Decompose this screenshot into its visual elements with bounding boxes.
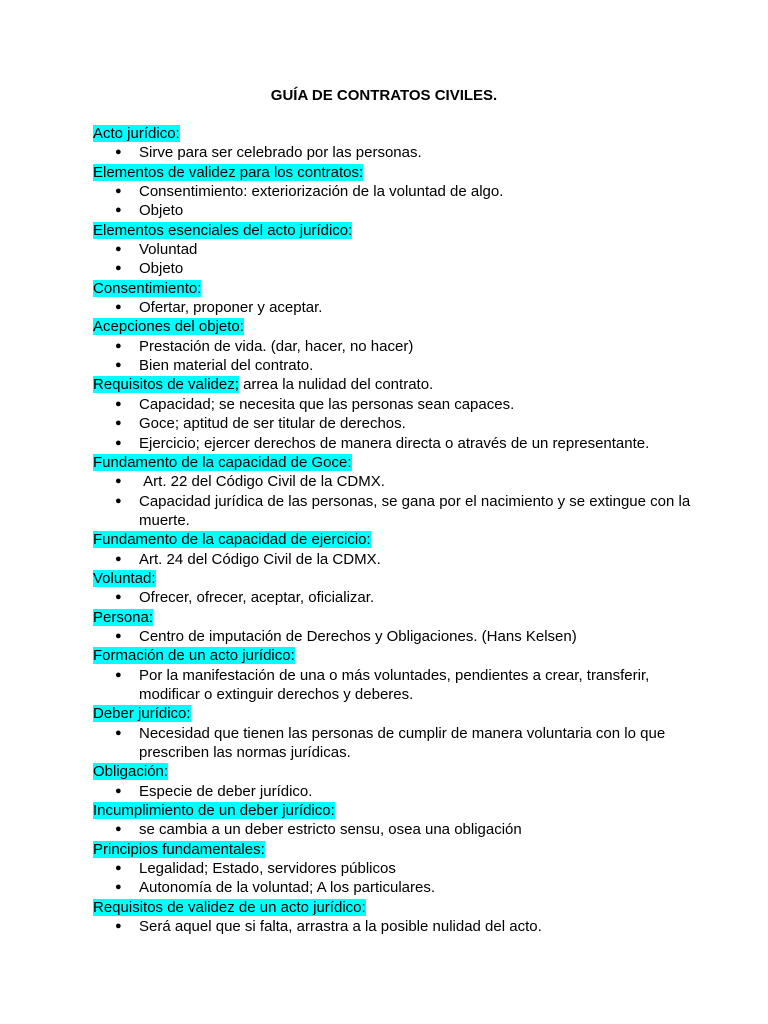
bullet-icon: ● xyxy=(115,185,122,198)
section-heading-line xyxy=(93,569,693,588)
list-item xyxy=(93,550,693,569)
bullet-list xyxy=(93,298,693,317)
section-heading-line xyxy=(93,453,693,472)
section-heading-line xyxy=(93,124,693,143)
bullet-icon: ● xyxy=(115,920,122,933)
section xyxy=(93,898,693,937)
section xyxy=(93,530,693,569)
section xyxy=(93,375,693,452)
list-item-text: Art. 22 del Código Civil de la CDMX. xyxy=(139,473,385,491)
bullet-icon: ● xyxy=(115,397,122,410)
bullet-list xyxy=(93,917,693,936)
bullet-icon: ● xyxy=(115,339,122,352)
section-heading: Voluntad: xyxy=(93,569,156,587)
bullet-list xyxy=(93,240,693,279)
section-heading-line xyxy=(93,704,693,723)
section-heading-line xyxy=(93,898,693,917)
list-item xyxy=(93,356,693,375)
list-item-text: Bien material del contrato. xyxy=(139,357,314,375)
section xyxy=(93,704,693,762)
section-heading-line xyxy=(93,375,693,394)
bullet-list xyxy=(93,337,693,376)
bullet-list xyxy=(93,820,693,839)
section xyxy=(93,569,693,608)
list-item xyxy=(93,859,693,878)
bullet-icon: ● xyxy=(115,301,122,314)
bullet-icon: ● xyxy=(115,591,122,604)
list-item xyxy=(93,917,693,936)
list-item xyxy=(93,782,693,801)
bullet-icon: ● xyxy=(115,204,122,217)
section-heading: Requisitos de validez; xyxy=(93,376,239,394)
section-heading-line xyxy=(93,530,693,549)
section-heading-line xyxy=(93,221,693,240)
bullet-icon: ● xyxy=(115,417,122,430)
bullet-icon: ● xyxy=(115,359,122,372)
bullet-icon: ● xyxy=(115,629,122,642)
section xyxy=(93,840,693,898)
section xyxy=(93,801,693,840)
section xyxy=(93,163,693,221)
section-heading: Requisitos de validez de un acto jurídico: xyxy=(93,898,366,916)
list-item xyxy=(93,298,693,317)
list-item xyxy=(93,820,693,839)
list-item xyxy=(93,627,693,646)
section-heading: Deber jurídico: xyxy=(93,705,191,723)
list-item xyxy=(93,724,693,763)
section-heading: Fundamento de la capacidad de Goce: xyxy=(93,453,352,471)
list-item xyxy=(93,588,693,607)
list-item-text: Necesidad que tienen las personas de cumplir de manera voluntaria con lo que prescriben las normas jurídicas. xyxy=(139,724,670,761)
list-item xyxy=(93,259,693,278)
section-heading: Formación de un acto jurídico: xyxy=(93,647,295,665)
bullet-list xyxy=(93,724,693,763)
list-item xyxy=(93,143,693,162)
list-item-text: Legalidad; Estado, servidores públicos xyxy=(139,860,396,878)
list-item-text: Ofrecer, ofrecer, aceptar, oficializar. xyxy=(139,589,375,607)
document-body xyxy=(93,124,693,936)
list-item-text: Por la manifestación de una o más voluntades, pendientes a crear, transferir, modificar o extinguir derechos y deberes. xyxy=(139,666,654,703)
section-heading: Principios fundamentales: xyxy=(93,840,265,858)
section-heading-line xyxy=(93,608,693,627)
bullet-icon: ● xyxy=(115,881,122,894)
section-heading-line xyxy=(93,762,693,781)
list-item xyxy=(93,240,693,259)
section-heading: Elementos esenciales del acto jurídico: xyxy=(93,221,353,239)
list-item xyxy=(93,395,693,414)
bullet-icon: ● xyxy=(115,436,122,449)
section-heading-line xyxy=(93,840,693,859)
bullet-icon: ● xyxy=(115,784,122,797)
bullet-icon: ● xyxy=(115,475,122,488)
list-item-text: Capacidad jurídica de las personas, se gana por el nacimiento y se extingue con la muerte. xyxy=(139,492,695,529)
list-item-text: Voluntad xyxy=(139,241,198,259)
section-heading: Acto jurídico: xyxy=(93,125,180,142)
section-heading: Elementos de validez para los contratos: xyxy=(93,163,364,181)
list-item xyxy=(93,666,693,705)
list-item xyxy=(93,434,693,453)
bullet-icon: ● xyxy=(115,668,122,681)
section xyxy=(93,279,693,318)
bullet-icon: ● xyxy=(115,862,122,875)
section-heading: Acepciones del objeto: xyxy=(93,318,244,336)
list-item xyxy=(93,337,693,356)
bullet-list xyxy=(93,182,693,221)
bullet-list xyxy=(93,395,693,453)
list-item xyxy=(93,492,693,531)
list-item-text: Objeto xyxy=(139,202,184,220)
bullet-icon: ● xyxy=(115,243,122,256)
section-heading-line xyxy=(93,317,693,336)
bullet-icon: ● xyxy=(115,146,122,159)
bullet-list xyxy=(93,782,693,801)
list-item xyxy=(93,182,693,201)
section xyxy=(93,608,693,647)
bullet-list xyxy=(93,859,693,898)
section-heading: Consentimiento: xyxy=(93,279,202,297)
list-item-text: Especie de deber jurídico. xyxy=(139,782,313,800)
section-heading: Incumplimiento de un deber jurídico: xyxy=(93,802,335,820)
section-heading-line xyxy=(93,646,693,665)
section-heading-tail: arrea la nulidad del contrato. xyxy=(238,376,434,394)
bullet-icon: ● xyxy=(115,552,122,565)
list-item-text: Será aquel que si falta, arrastra a la posible nulidad del acto. xyxy=(139,918,542,936)
bullet-icon: ● xyxy=(115,823,122,836)
section xyxy=(93,453,693,530)
section xyxy=(93,124,693,163)
list-item-text: se cambia a un deber estricto sensu, osea una obligación xyxy=(139,821,522,839)
section-heading-line xyxy=(93,279,693,298)
bullet-list xyxy=(93,550,693,569)
bullet-list xyxy=(93,472,693,530)
list-item-text: Objeto xyxy=(139,260,184,278)
section-heading: Obligación: xyxy=(93,763,169,781)
section-heading-line xyxy=(93,801,693,820)
list-item-text: Autonomía de la voluntad; A los particulares. xyxy=(139,879,436,897)
list-item-text: Prestación de vida. (dar, hacer, no hacer) xyxy=(139,337,414,355)
list-item-text: Consentimiento: exteriorización de la voluntad de algo. xyxy=(139,183,504,201)
section xyxy=(93,646,693,704)
document-title: GUÍA DE CONTRATOS CIVILES. xyxy=(270,87,498,104)
list-item xyxy=(93,472,693,491)
section-heading: Fundamento de la capacidad de ejercicio: xyxy=(93,531,371,549)
list-item-text: Ejercicio; ejercer derechos de manera directa o através de un representante. xyxy=(139,434,650,452)
section xyxy=(93,221,693,279)
section-heading: Persona: xyxy=(93,608,154,626)
bullet-icon: ● xyxy=(115,494,122,507)
list-item-text: Sirve para ser celebrado por las personas. xyxy=(139,144,422,162)
list-item xyxy=(93,878,693,897)
section-heading-line xyxy=(93,163,693,182)
list-item-text: Ofertar, proponer y aceptar. xyxy=(139,299,323,317)
bullet-list xyxy=(93,588,693,607)
list-item-text: Capacidad; se necesita que las personas sean capaces. xyxy=(139,395,515,413)
bullet-list xyxy=(93,627,693,646)
section xyxy=(93,317,693,375)
list-item xyxy=(93,201,693,220)
list-item xyxy=(93,414,693,433)
list-item-text: Goce; aptitud de ser titular de derechos. xyxy=(139,415,406,433)
list-item-text: Centro de imputación de Derechos y Obligaciones. (Hans Kelsen) xyxy=(139,627,577,645)
list-item-text: Art. 24 del Código Civil de la CDMX. xyxy=(139,550,381,568)
bullet-list xyxy=(93,666,693,705)
bullet-icon: ● xyxy=(115,726,122,739)
bullet-icon: ● xyxy=(115,262,122,275)
section xyxy=(93,762,693,801)
bullet-list xyxy=(93,143,693,162)
